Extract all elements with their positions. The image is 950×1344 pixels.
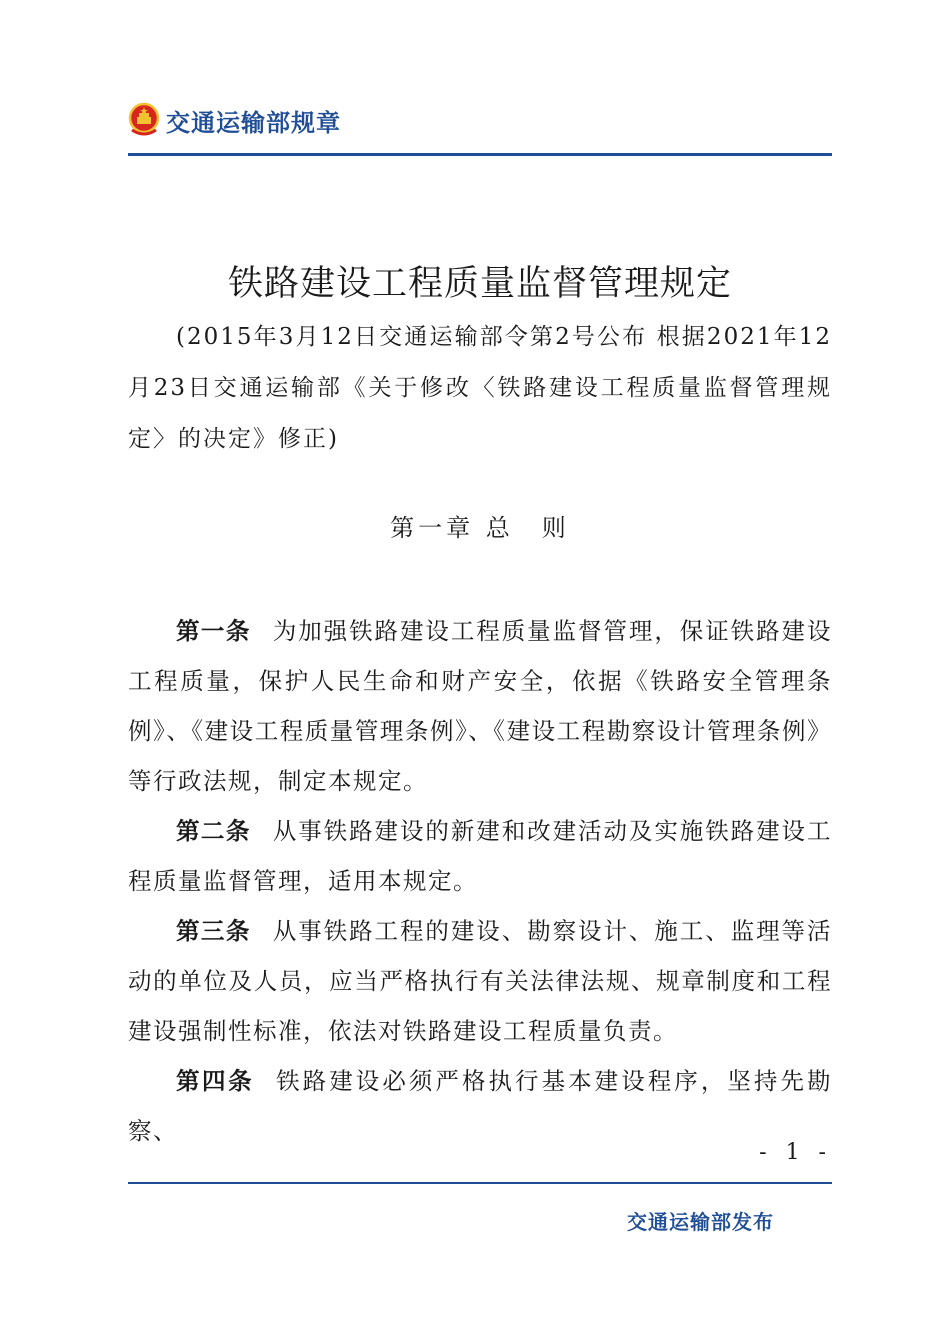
header-title: 交通运输部规章 — [166, 108, 341, 137]
article — [128, 606, 832, 806]
article-number: 第二条 — [176, 817, 251, 845]
chapter-heading: 第一章 总 则 — [390, 514, 570, 542]
footer-publisher: 交通运输部发布 — [627, 1210, 774, 1234]
article-text: 从事铁路工程的建设、勘察设计、施工、监理等活动的单位及人员，应当严格执行有关法律法规、规章制度和工程建设强制性标准，依法对铁路建设工程质量负责。 — [128, 917, 832, 1045]
subtitle-text: (2015年3月12日交通运输部令第2号公布 根据2021年12月23日交通运输部《关于修改〈铁路建设工程质量监督管理规定〉的决定》修正) — [128, 324, 832, 452]
article-text: 铁路建设必须严格执行基本建设程序，坚持先勘察、 — [128, 1067, 833, 1145]
footer-divider — [128, 1182, 832, 1184]
page-number: - 1 - — [759, 1140, 832, 1165]
document-title: 铁路建设工程质量监督管理规定 — [227, 264, 732, 304]
article-number: 第四条 — [176, 1067, 255, 1095]
national-emblem-icon — [128, 102, 160, 138]
document-subtitle — [128, 312, 832, 465]
article-number: 第三条 — [176, 917, 251, 945]
article — [128, 806, 832, 906]
page-header — [128, 102, 341, 138]
article-text: 从事铁路建设的新建和改建活动及实施铁路建设工程质量监督管理，适用本规定。 — [128, 817, 832, 895]
article-number: 第一条 — [176, 617, 251, 645]
article-text: 为加强铁路建设工程质量监督管理，保证铁路建设工程质量，保护人民生命和财产安全，依据《铁路安全管理条例》、《建设工程质量管理条例》、《建设工程勘察设计管理条例》等行政法规，制定本规定。 — [128, 617, 832, 795]
article — [128, 906, 832, 1056]
header-divider — [128, 153, 832, 156]
article-list — [128, 606, 832, 1156]
article — [128, 1056, 832, 1156]
